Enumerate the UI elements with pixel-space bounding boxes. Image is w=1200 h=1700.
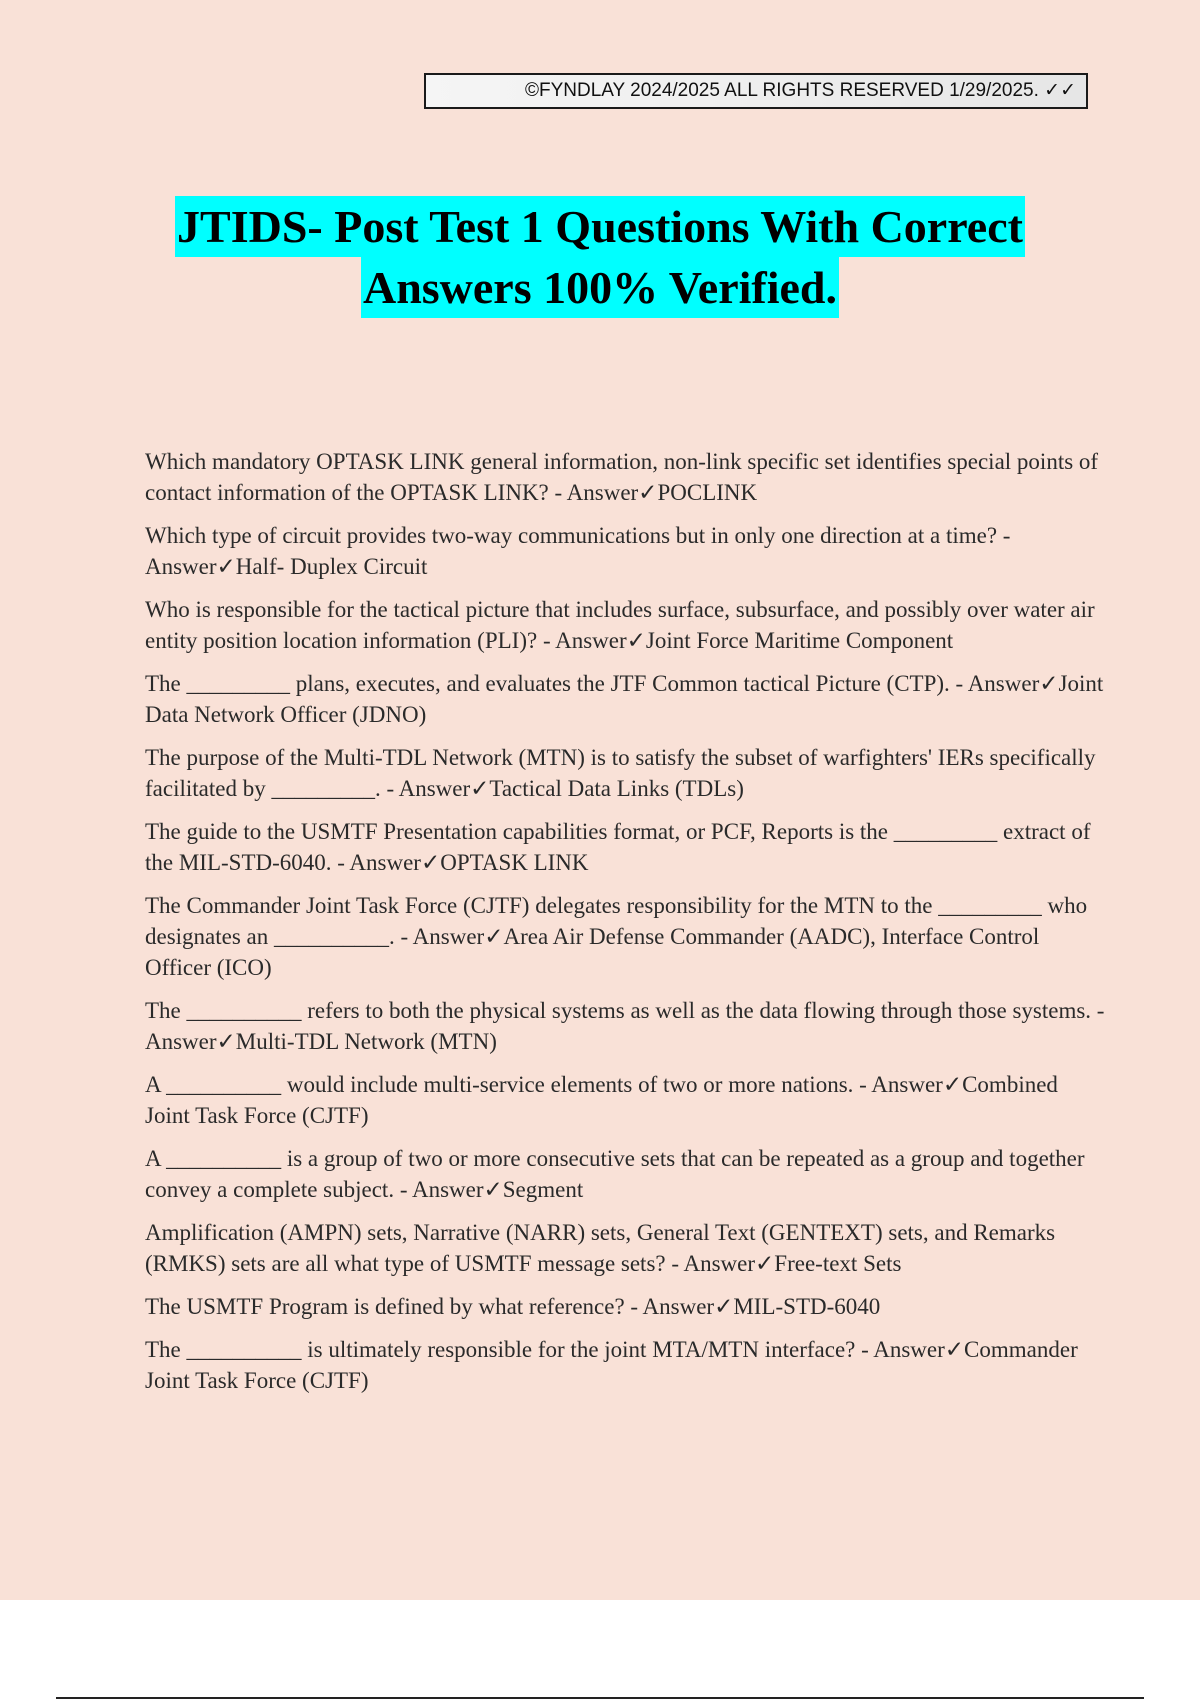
qa-item: Who is responsible for the tactical picture that includes surface, subsurface, and possibly over water air entity position location information (PLI)? - Answer✓Joint Force Maritime Component [145,597,1095,653]
qa-item: Which type of circuit provides two-way communications but in only one direction at a time? - Answer✓Half- Duplex Circuit [145,523,1011,579]
footer-divider [56,1697,1144,1699]
qa-item: A __________ is a group of two or more consecutive sets that can be repeated as a group and together convey a complete subject. - Answer✓Segment [145,1146,1085,1202]
qa-item: The __________ is ultimately responsible for the joint MTA/MTN interface? - Answer✓Commander Joint Task Force (CJTF) [145,1337,1078,1393]
title-line-2: Answers 100% Verified. [361,257,839,318]
qa-item: The USMTF Program is defined by what reference? - Answer✓MIL-STD-6040 [145,1294,881,1319]
qa-item: The guide to the USMTF Presentation capabilities format, or PCF, Reports is the _________ extract of the MIL-STD-6040. - Answer✓OPTASK LINK [145,819,1091,875]
page-title [100,196,1100,318]
qa-item: The _________ plans, executes, and evaluates the JTF Common tactical Picture (CTP). - Answer✓Joint Data Network Officer (JDNO) [145,671,1104,727]
copyright-text: ©FYNDLAY 2024/2025 ALL RIGHTS RESERVED 1/29/2025. ✓✓ [524,80,1076,101]
qa-item: The __________ refers to both the physical systems as well as the data flowing through those systems. - Answer✓Multi-TDL Network (MTN) [145,998,1105,1054]
qa-item: Amplification (AMPN) sets, Narrative (NARR) sets, General Text (GENTEXT) sets, and Remarks (RMKS) sets are all what type of USMTF message sets? - Answer✓Free-text Sets [145,1220,1056,1276]
qa-item: A __________ would include multi-service elements of two or more nations. - Answer✓Combined Joint Task Force (CJTF) [145,1072,1058,1128]
copyright-notice [424,73,1088,109]
qa-item: The purpose of the Multi-TDL Network (MTN) is to satisfy the subset of warfighters' IERs specifically facilitated by _________. - Answer✓Tactical Data Links (TDLs) [145,745,1096,801]
question-answer-list [145,446,1105,1408]
qa-item: Which mandatory OPTASK LINK general information, non-link specific set identifies special points of contact information of the OPTASK LINK? - Answer✓POCLINK [145,449,1099,505]
qa-item: The Commander Joint Task Force (CJTF) delegates responsibility for the MTN to the _________ who designates an __________. - Answer✓Area Air Defense Commander (AADC), Interface Control Officer (ICO) [145,893,1088,980]
title-line-1: JTIDS- Post Test 1 Questions With Correct [175,196,1025,257]
